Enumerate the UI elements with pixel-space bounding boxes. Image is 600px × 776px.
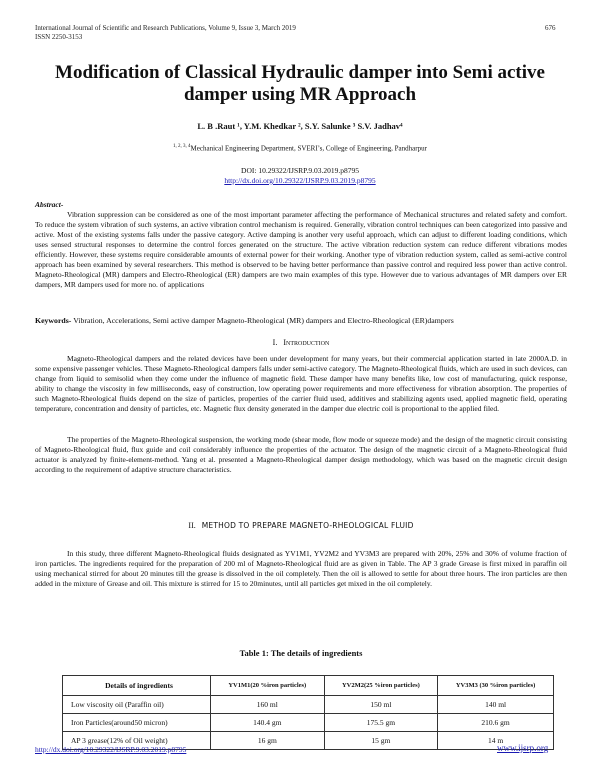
- authors: L. B .Raut ¹, Y.M. Khedkar ², S.Y. Salunke ³ S.V. Jadhav⁴: [197, 121, 403, 131]
- ingredients-table: [62, 675, 554, 750]
- footer-site-link[interactable]: www.ijsrp.org: [497, 743, 549, 753]
- doi-link-wrap: [35, 176, 565, 186]
- paper-title: [30, 62, 570, 106]
- affiliation-text: Mechanical Engineering Department, SVERI’s, College of Engineering, Pandharpur: [190, 144, 427, 153]
- table-caption: Table 1: The details of ingredients: [239, 648, 363, 658]
- table-header-cell: YV2M2(25 %iron particles): [324, 676, 438, 696]
- doi-link[interactable]: http://dx.doi.org/10.29322/IJSRP.9.03.2019.p8795: [224, 176, 376, 185]
- table-cell: 14 m: [438, 732, 554, 750]
- doi: DOI: 10.29322/IJSRP.9.03.2019.p8795: [241, 166, 359, 175]
- abstract: [35, 200, 567, 290]
- journal-header: International Journal of Scientific and Research Publications, Volume 9, Issue 3, March 2019: [35, 24, 296, 32]
- table-cell: 150 ml: [324, 696, 438, 714]
- section-1-heading: [35, 338, 567, 348]
- method-paragraph: In this study, three different Magneto-Rheological fluids designated as YV1M1, YV2M2 and YV3M3 are prepared with 20%, 25% and 30% of volume fraction of iron particles. The ingredients required for the preparation of 200 ml of Magneto-Rheological fluid are as given in Table. The AP 3 grade Grease is first mixed in paraffin oil using mechanical stirred for about 20 minutes till the grease is dissolved in the oil completely. Then the oil is allowed to settle for about three hours. The iron particles are then added in the mixture of Grease and oil. This mixture is stirred for 15 to 20minutes, until all particles get mixed in the oil completely.: [35, 549, 567, 588]
- table-cell: Low viscosity oil (Paraffin oil): [63, 696, 211, 714]
- keywords: [35, 316, 567, 326]
- affiliation: [35, 142, 565, 153]
- section-2-heading: [35, 521, 567, 531]
- table-cell: 175.5 gm: [324, 714, 438, 732]
- section-2-numeral: II.: [188, 521, 196, 530]
- section-2-title: METHOD TO PREPARE MAGNETO-RHEOLOGICAL FLUID: [201, 521, 414, 530]
- table-row: [63, 696, 554, 714]
- page-number: 676: [545, 24, 556, 32]
- abstract-heading: Abstract-: [35, 200, 64, 209]
- intro-paragraph-1: Magneto-Rheological dampers and the related devices have been under development for many years, but their commercial application started in late 2000A.D. in some expensive passenger vehicles. These Magneto-Rheological dampers falls under semi-active category. The Magneto-Rheological fluids, which are used in such devices, can change from liquid to semisolid when they come under the influence of magnetic field. These damper have many benefits like, low cost of manufacturing, quick response, ability to change the viscosity in few milliseconds, easy of construction, low operating power requirements and more effectiveness for vibration absorption. The properties of such Magneto-Rheological fluids depend on the size of particles, properties of the carrier fluid used, additives and stabilizing agents used, applied magnetic field, operating temperature, concentration and density of particles, etc. Magnetic flux density generated in the damper due electric coil is proportional to the applied filed.: [35, 354, 567, 413]
- table-row: [63, 714, 554, 732]
- section-1-title: Introduction: [283, 338, 330, 347]
- intro-paragraph-2: The properties of the Magneto-Rheological suspension, the working mode (shear mode, flow mode or squeeze mode) and the design of the magnetic circuit consisting of Magneto-Rheological fluid, flux guide and coil considerably influence the properties of the actuator. The design of the magnetic circuit of a Magneto-Rheological fluid actuator is analyzed by finite-element-method. Yang et al. presented a Magneto-Rheological damper design methodology, which was based on the magnetic circuit design according to the requirement of adaptive structure characteristics.: [35, 435, 567, 474]
- table-header-cell: YV1M1(20 %iron particles): [211, 676, 325, 696]
- footer-doi-link[interactable]: http://dx.doi.org/10.29322/IJSRP.9.03.2019.p8795: [35, 745, 187, 754]
- table-header-cell: YV3M3 (30 %iron particles): [438, 676, 554, 696]
- affiliation-marks: 1, 2, 3, 4: [173, 144, 191, 149]
- table-cell: 210.6 gm: [438, 714, 554, 732]
- section-1-numeral: I.: [272, 338, 278, 347]
- keywords-text: Vibration, Accelerations, Semi active damper Magneto-Rheological (MR) dampers and Electro-Rheological (ER)dampers: [71, 316, 454, 325]
- table-cell: 140.4 gm: [211, 714, 325, 732]
- table-cell: Iron Particles(around50 micron): [63, 714, 211, 732]
- issn: ISSN 2250-3153: [35, 33, 83, 41]
- table-header-cell: Details of ingredients: [63, 676, 211, 696]
- abstract-text: Vibration suppression can be considered as one of the most important parameter affecting the performance of Mechanical structures and related safety and comfort. To reduce the system vibration of such systems, an active vibration control mechanism is required. Generally, vibration control techniques can been categorized into passive and active. Most of the existing systems falls under the passive category. Active damping is another very useful approach, which can adjust to different loading conditions, which uses sensed structural responses to determine the control forces generated on the structure. The active vibration reduction system can reduce different vibrations modes efficiently. However, these systems require considerable amounts of external power for their working. Another type of vibration reduction system, called as semi-active control approach has been examined by several researchers. This method is observed to be having better performance than passive control and required less power than active control. Magneto-Rheological (MR) dampers and Electro-Rheological (ER) dampers are two main examples of this type. However due to various advantages of MR dampers over ER dampers, MR dampers used for more no. of applications: [35, 210, 567, 289]
- title-line-2: damper using MR Approach: [183, 84, 417, 105]
- table-header-row: [63, 676, 554, 696]
- table-cell: 15 gm: [324, 732, 438, 750]
- table-cell: 16 gm: [211, 732, 325, 750]
- keywords-heading: Keywords-: [35, 316, 72, 325]
- title-line-1: Modification of Classical Hydraulic damper into Semi active: [55, 62, 545, 83]
- table-cell: 160 ml: [211, 696, 325, 714]
- table-cell: 140 ml: [438, 696, 554, 714]
- table-cell: AP 3 grease(12% of Oil weight): [63, 732, 211, 750]
